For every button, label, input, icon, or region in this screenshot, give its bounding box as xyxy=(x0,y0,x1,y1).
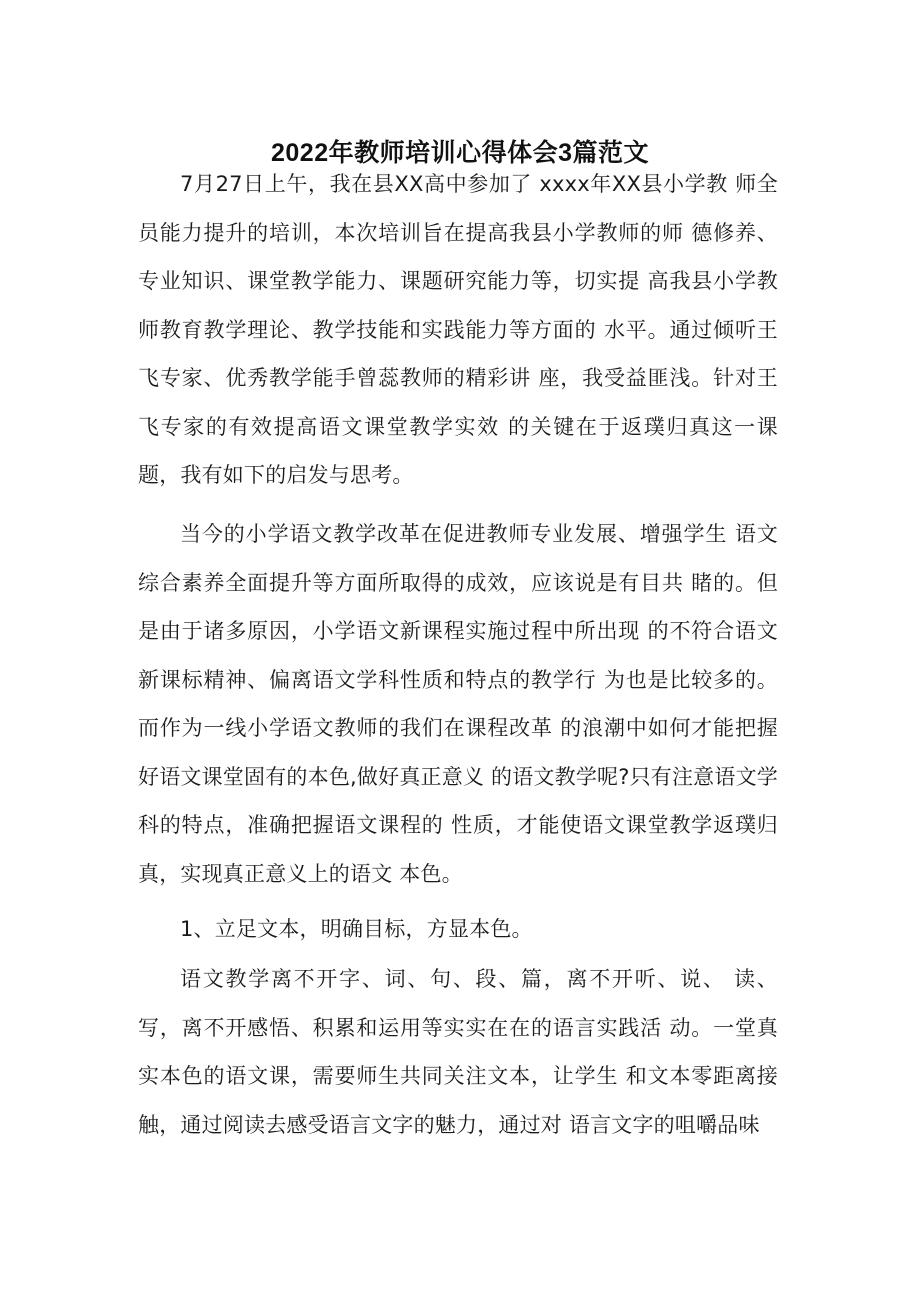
paragraph-reform: 当今的小学语文教学改革在促进教师专业发展、增强学生 语文综合素养全面提升等方面所取得的成效，应该说是有目共 睹的。但是由于诸多原因，小学语文新课程实施过程中所出现 的不符合语文新课标精神、偏离语文学科性质和特点的教学行 为也是比较多的。而作为一线小学语文教师的我们在课程改革 的浪潮中如何才能把握好语文课堂固有的本色,做好真正意义 的语文教学呢?只有注意语文学科的特点，准确把握语文课程的 性质，才能使语文课堂教学返璞归真，实现真正意义上的语文 本色。 xyxy=(138,522,778,886)
paragraph-section-1: 语文教学离不开字、词、句、段、篇，离不开听、说、 读、写，离不开感悟、积累和运用等实实在在的语言实践活 动。一堂真实本色的语文课，需要师生共同关注文本，让学生 和文本零距离接触，通过阅读去感受语言文字的魅力，通过对 语言文字的咀嚼品味 xyxy=(138,967,778,1137)
document-title: 2022年教师培训心得体会3篇范文 xyxy=(270,138,650,167)
paragraph-intro: 7月27日上午，我在县XX高中参加了 xxxx年XX县小学教 师全员能力提升的培训，本次培训旨在提高我县小学教师的师 德修养、专业知识、课堂教学能力、课题研究能力等，切实提 高我县小学教师教育教学理论、教学技能和实践能力等方面的 水平。通过倾听王飞专家、优秀教学能手曾蕊教师的精彩讲 座，我受益匪浅。针对王飞专家的有效提高语文课堂教学实效 的关键在于返璞归真这一课题，我有如下的启发与思考。 xyxy=(138,172,778,487)
section-heading-1: 1、立足文本，明确目标，方显本色。 xyxy=(180,917,533,941)
